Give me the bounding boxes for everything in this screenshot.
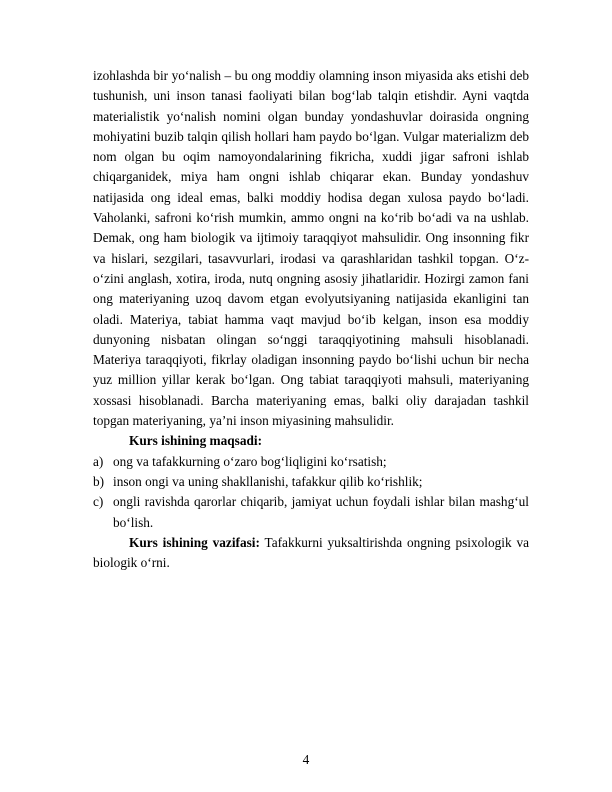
list-item-text: ong va tafakkurning oʻzaro bogʻliqligini koʻrsatish; — [113, 453, 387, 469]
paragraph-line: materialistik yoʻnalish nomini olgan bunday yondashuvlar doirasida ongning — [93, 108, 529, 124]
paragraph-line: xossasi hisoblanadi. Barcha materiyaning emas, balki oliy darajadan tashkil — [93, 392, 529, 408]
paragraph-line: Vaholanki, safroni koʻrish mumkin, ammo ongni na koʻrib boʻadi va na ushlab. — [93, 210, 529, 226]
task-text: Tafakkurni yuksaltirishda ongning psixologik va — [259, 534, 530, 550]
list-item — [93, 472, 529, 492]
paragraph-line: Demak, ong ham biologik va ijtimoiy taraqqiyot mahsulidir. Ong insonning fikr — [93, 230, 529, 246]
paragraph-line: izohlashda bir yoʻnalish – bu ong moddiy olamning inson miyasida aks etishi deb — [93, 68, 529, 83]
paragraph-line: nom olgan bu oqim namoyondalarining fikricha, xuddi jigar safroni ishlab — [93, 149, 529, 165]
paragraph — [93, 66, 529, 431]
paragraph-line: topgan materiyaning, ya’ni inson miyasining mahsulidir. — [93, 413, 394, 429]
paragraph-line: natijasida ong ideal emas, balki moddiy hodisa degan xulosa paydo boʻladi. — [93, 189, 529, 205]
paragraph-line: dunyoning nisbatan olingan soʻnggi taraqqiyotining mahsuli hisoblanadi. — [93, 331, 529, 347]
list-item — [93, 492, 529, 533]
list-item — [93, 452, 529, 472]
paragraph-line: Materiya taraqqiyoti, fikrlay oladigan insonning paydo boʻlishi uchun bir necha — [93, 352, 529, 368]
goal-heading: Kurs ishining maqsadi: — [129, 433, 263, 449]
paragraph-line: ong materiyaning uzoq davom etgan evolyutsiyaning natijasida ekanligini tan — [93, 291, 529, 307]
task-heading: Kurs ishining vazifasi: — [129, 534, 260, 550]
list-item-text: boʻlish. — [113, 514, 154, 530]
paragraph-line: mohiyatini buzib talqin qilish hollari ham paydo boʻlgan. Vulgar materializm deb — [93, 128, 529, 144]
list-item-text: ongli ravishda qarorlar chiqarib, jamiyat uchun foydali ishlar bilan mashgʻul — [113, 494, 529, 510]
paragraph-line: oladi. Materiya, tabiat hamma vaqt mavjud boʻib kelgan, inson esa moddiy — [93, 311, 529, 327]
goal-list — [93, 452, 529, 533]
list-marker: a) — [93, 453, 104, 469]
task-line — [93, 533, 529, 553]
paragraph-line: chiqarganidek, miya ham ongni ishlab chiqarar ekan. Bunday yondashuv — [93, 169, 529, 185]
paragraph-line: tushunish, uni inson tanasi faoliyati bilan bogʻlab talqin etishdir. Ayni vaqtda — [93, 88, 529, 104]
list-marker: b) — [93, 473, 105, 489]
task-text-continuation: biologik oʻrni. — [93, 555, 170, 571]
page-number: 4 — [302, 752, 310, 767]
document-body — [93, 66, 529, 573]
paragraph-line: va hislari, sezgilari, tasavvurlari, irodasi va qarashlaridan tashkil topgan. Oʻz- — [93, 250, 529, 266]
list-marker: c) — [93, 494, 104, 510]
paragraph-line: yuz million yillar kerak boʻlgan. Ong tabiat taraqqiyoti mahsuli, materiyaning — [93, 372, 529, 388]
paragraph-line: oʻzini anglash, xotira, iroda, nutq ongning asosiy jihatlaridir. Hozirgi zamon fani — [93, 270, 529, 286]
list-item-text: inson ongi va uning shakllanishi, tafakkur qilib koʻrishlik; — [113, 473, 423, 489]
